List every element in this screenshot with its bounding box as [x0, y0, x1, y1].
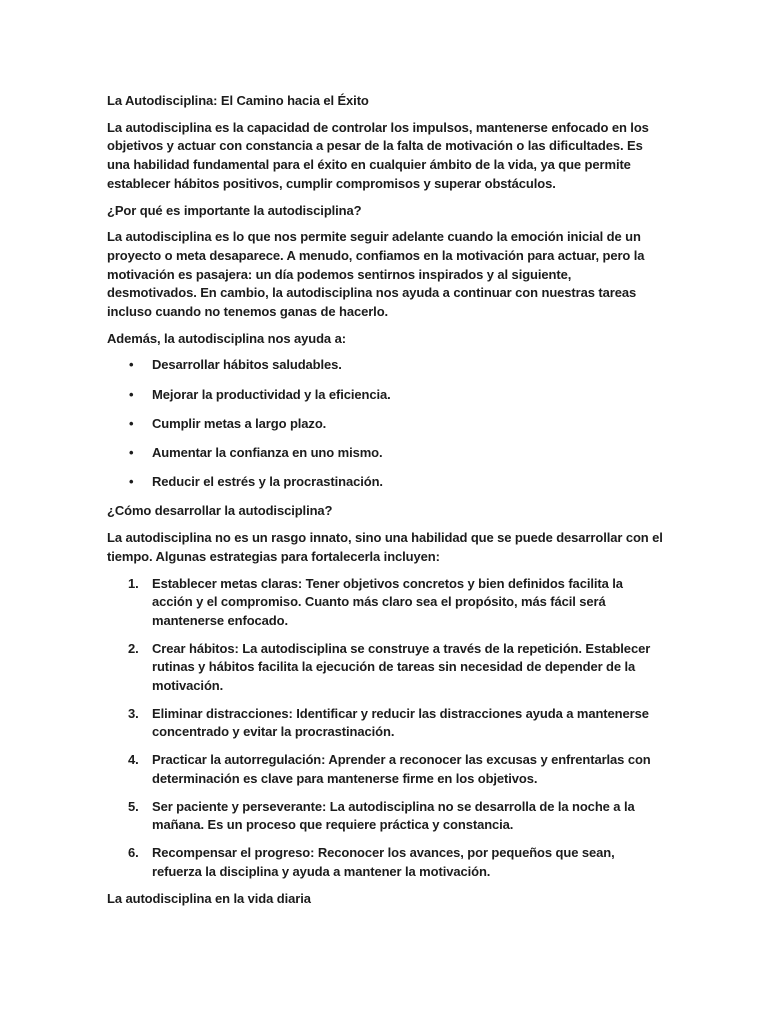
benefits-list: [107, 356, 663, 492]
intro-paragraph: La autodisciplina es la capacidad de controlar los impulsos, mantenerse enfocado en los objetivos y actuar con constancia a pesar de la falta de motivación o las dificultades. Es una habilidad fundamental para el éxito en cualquier ámbito de la vida, ya que permite establecer hábitos positivos, cumplir compromisos y superar obstáculos.: [107, 119, 649, 191]
list-item: [107, 798, 663, 835]
list-item: [107, 415, 663, 434]
list-item-number: 6.: [128, 845, 139, 860]
list-item-text: Recompensar el progreso: Reconocer los avances, por pequeños que sean, refuerza la disciplina y ayuda a mantener la motivación.: [152, 845, 615, 879]
list-item-number: 2.: [128, 640, 139, 656]
list-item-text: Eliminar distracciones: Identificar y reducir las distracciones ayuda a mantenerse concentrado y evitar la procrastinación.: [152, 705, 649, 740]
list-item-text: Cumplir metas a largo plazo.: [152, 415, 327, 431]
document-body: [107, 92, 663, 917]
list-item: [107, 751, 663, 788]
list-item-text: Crear hábitos: La autodisciplina se construye a través de la repetición. Establecer rutinas y hábitos facilita la ejecución de tareas sin necesidad de depender de la motivación.: [152, 640, 651, 694]
section-heading-daily-life: La autodisciplina en la vida diaria: [107, 891, 311, 907]
bullet-icon: •: [129, 445, 134, 461]
list-item-text: Aumentar la confianza en uno mismo.: [152, 445, 383, 461]
section-heading-importance: ¿Por qué es importante la autodisciplina?: [107, 202, 362, 218]
strategies-list: [107, 575, 663, 882]
list-item: [107, 844, 663, 881]
list-item: [107, 444, 663, 463]
list-item-text: Desarrollar hábitos saludables.: [152, 357, 342, 373]
bullet-icon: •: [129, 415, 134, 431]
list-item-number: 3.: [128, 705, 139, 721]
list-item-text: Mejorar la productividad y la eficiencia.: [152, 386, 391, 402]
bullet-icon: •: [129, 357, 134, 373]
list-item-number: 1.: [128, 575, 139, 591]
list-item-text: Practicar la autorregulación: Aprender a reconocer las excusas y enfrentarlas con determinación es clave para mantenerse firme en los objetivos.: [152, 752, 651, 786]
bullet-icon: •: [129, 386, 134, 402]
list-item: [107, 705, 663, 742]
list-item-number: 4.: [128, 752, 139, 768]
list-item-text: Establecer metas claras: Tener objetivos concretos y bien definidos facilita la acción y el compromiso. Cuanto más claro sea el propósito, más fácil será mantenerse enfocado.: [152, 575, 623, 628]
list-item-text: Ser paciente y perseverante: La autodisciplina no se desarrolla de la noche a la mañana. Es un proceso que requiere práctica y constancia.: [152, 798, 635, 833]
list-item-text: Reducir el estrés y la procrastinación.: [152, 474, 383, 490]
development-paragraph: La autodisciplina no es un rasgo innato, sino una habilidad que se puede desarrollar con el tiempo. Algunas estrategias para fortalecerla incluyen:: [107, 530, 663, 564]
list-item: [107, 575, 663, 631]
list-item: [107, 640, 663, 696]
list-item: [107, 386, 663, 405]
benefits-list-intro: Además, la autodisciplina nos ayuda a:: [107, 330, 346, 346]
list-item: [107, 473, 663, 492]
list-item-number: 5.: [128, 798, 139, 814]
section-heading-development: ¿Cómo desarrollar la autodisciplina?: [107, 503, 333, 519]
bullet-icon: •: [129, 474, 134, 490]
importance-paragraph: La autodisciplina es lo que nos permite seguir adelante cuando la emoción inicial de un proyecto o meta desaparece. A menudo, confiamos en la motivación para actuar, pero la motivación es pasajera: un día podemos sentirnos inspirados y al siguiente, desmotivados. En cambio, la autodisciplina nos ayuda a continuar con nuestras tareas incluso cuando no tenemos ganas de hacerlo.: [107, 229, 645, 320]
list-item: [107, 356, 663, 375]
document-title: La Autodisciplina: El Camino hacia el Éxito: [107, 93, 369, 108]
